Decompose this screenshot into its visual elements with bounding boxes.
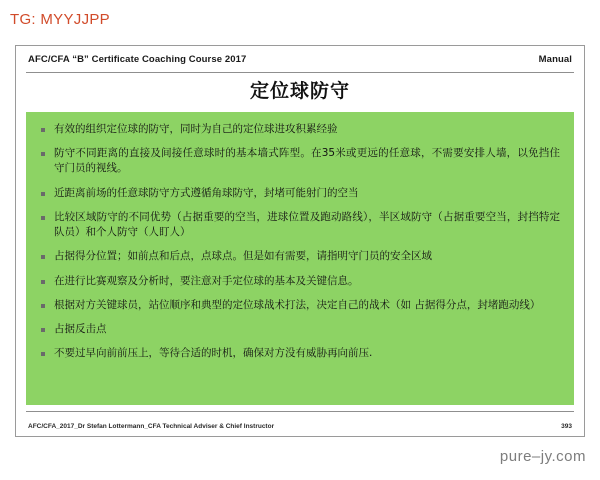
bullet-list xyxy=(40,122,560,361)
slide-header xyxy=(16,46,584,72)
document-type-label: Manual xyxy=(538,53,572,65)
list-item: 占据得分位置；如前点和后点，点球点。但是如有需要，请指明守门员的安全区域 xyxy=(40,249,560,264)
slide-frame xyxy=(15,45,585,437)
slide-footer xyxy=(28,423,572,430)
course-title: AFC/CFA “B” Certificate Coaching Course 2017 xyxy=(28,53,247,65)
list-item: 比较区域防守的不同优势（占据重要的空当，进球位置及跑动路线），半区域防守（占据重要空当，封挡特定队员）和个人防守（人盯人） xyxy=(40,210,560,240)
footer-divider xyxy=(26,411,574,412)
list-item: 不要过早向前前压上，等待合适的时机，确保对方没有威胁再向前压. xyxy=(40,346,560,361)
list-item: 防守不同距离的直接及间接任意球时的基本墙式阵型。在35米或更远的任意球，不需要安排人墙，以免挡住守门员的视线。 xyxy=(40,146,560,176)
page-number: 393 xyxy=(561,423,572,430)
list-item: 近距离前场的任意球防守方式遵循角球防守，封堵可能射门的空当 xyxy=(40,186,560,201)
site-watermark: pure–jy.com xyxy=(486,442,600,472)
telegram-tag-watermark: TG: MYYJJPP xyxy=(0,6,122,34)
footer-attribution: AFC/CFA_2017_Dr Stefan Lottermann_CFA Technical Adviser & Chief Instructor xyxy=(28,423,275,430)
header-divider xyxy=(26,72,574,73)
content-panel xyxy=(26,112,574,405)
slide-title: 定位球防守 xyxy=(249,80,350,102)
list-item: 有效的组织定位球的防守，同时为自己的定位球进攻积累经验 xyxy=(40,122,560,137)
list-item: 根据对方关键球员，站位顺序和典型的定位球战术打法，决定自己的战术（如 占据得分点，封堵跑动线） xyxy=(40,298,560,313)
list-item: 占据反击点 xyxy=(40,322,560,337)
list-item: 在进行比赛观察及分析时，要注意对手定位球的基本及关键信息。 xyxy=(40,274,560,289)
